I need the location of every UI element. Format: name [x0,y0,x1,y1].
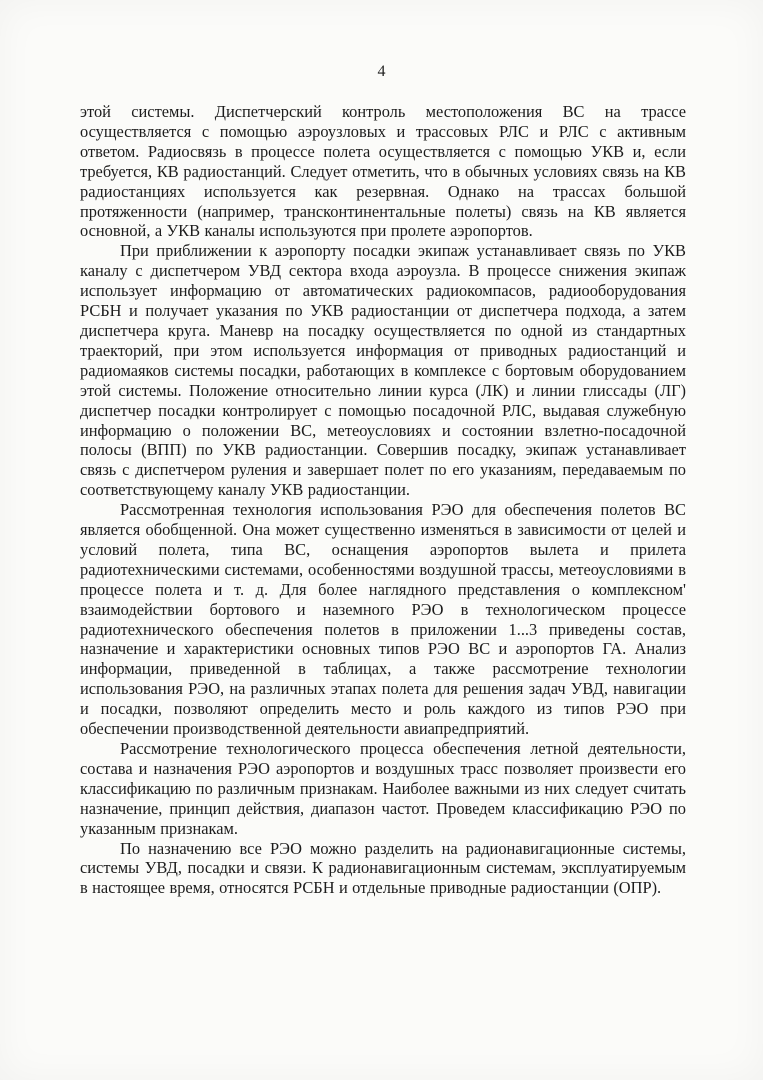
paragraph: Рассмотрение технологического процесса обеспечения летной деятельности, состава и назначения РЭО аэропортов и воздушных трасс позволяет произвести его классификацию по различным признакам. Наиболее важными из них следует считать назначение, принцип действия, диапазон частот. Проведем классификацию РЭО по указанным признакам. [80,739,686,838]
page-number: 4 [377,63,386,80]
paragraph: По назначению все РЭО можно разделить на радионавигационные системы, системы УВД, посадки и связи. К радионавигационным системам, эксплуатируемым в настоящее время, относятся РСБН и отдельные приводные радиостанции (ОПР). [80,838,686,898]
document-text-block [80,102,686,898]
paragraph-continuation: этой системы. Диспетчерский контроль местоположения ВС на трассе осуществляется с помощью аэроузловых и трассовых РЛС и РЛС с активным ответом. Радиосвязь в процессе полета осуществляется с помощью УКВ и, если требуется, КВ радиостанций. Следует отметить, что в обычных условиях связь на КВ радиостанциях используется как резервная. Однако на трассах большой протяженности (например, трансконтинентальные полеты) связь на КВ является основной, а УКВ каналы используются при пролете аэропортов. [80,102,686,241]
paragraph: При приближении к аэропорту посадки экипаж устанавливает связь по УКВ каналу с диспетчером УВД сектора входа аэроузла. В процессе снижения экипаж использует информацию от автоматических радиокомпасов, радиооборудования РСБН и получает указания по УКВ радиостанции от диспетчера подхода, а затем диспетчера круга. Маневр на посадку осуществляется по одной из стандартных траекторий, при этом используется информация от приводных радиостанций и радиомаяков системы посадки, работающих в комплексе с бортовым оборудованием этой системы. Положение относительно линии курса (ЛК) и линии глиссады (ЛГ) диспетчер посадки контролирует с помощью посадочной РЛС, выдавая служебную информацию о положении ВС, метеоусловиях и состоянии взлетно-посадочной полосы (ВПП) по УКВ радиостанции. Совершив посадку, экипаж устанавливает связь с диспетчером руления и завершает полет по его указаниям, передаваемым по соответствующему каналу УКВ радиостанции. [80,241,686,500]
paragraph: Рассмотренная технология использования РЭО для обеспечения полетов ВС является обобщенной. Она может существенно изменяться в зависимости от целей и условий полета, типа ВС, оснащения аэропортов вылета и прилета радиотехническими системами, особенностями воздушной трассы, метеоусловиями в процессе полета и т. д. Для более наглядного представления о комплексном' взаимодействии бортового и наземного РЭО в технологическом процессе радиотехнического обеспечения полетов в приложении 1...3 приведены состав, назначение и характеристики основных типов РЭО ВС и аэропортов ГА. Анализ информации, приведенной в таблицах, а также рассмотрение технологии использования РЭО, на различных этапах полета для решения задач УВД, навигации и посадки, позволяют определить место и роль каждого из типов РЭО при обеспечении производственной деятельности авиапредприятий. [80,500,686,739]
